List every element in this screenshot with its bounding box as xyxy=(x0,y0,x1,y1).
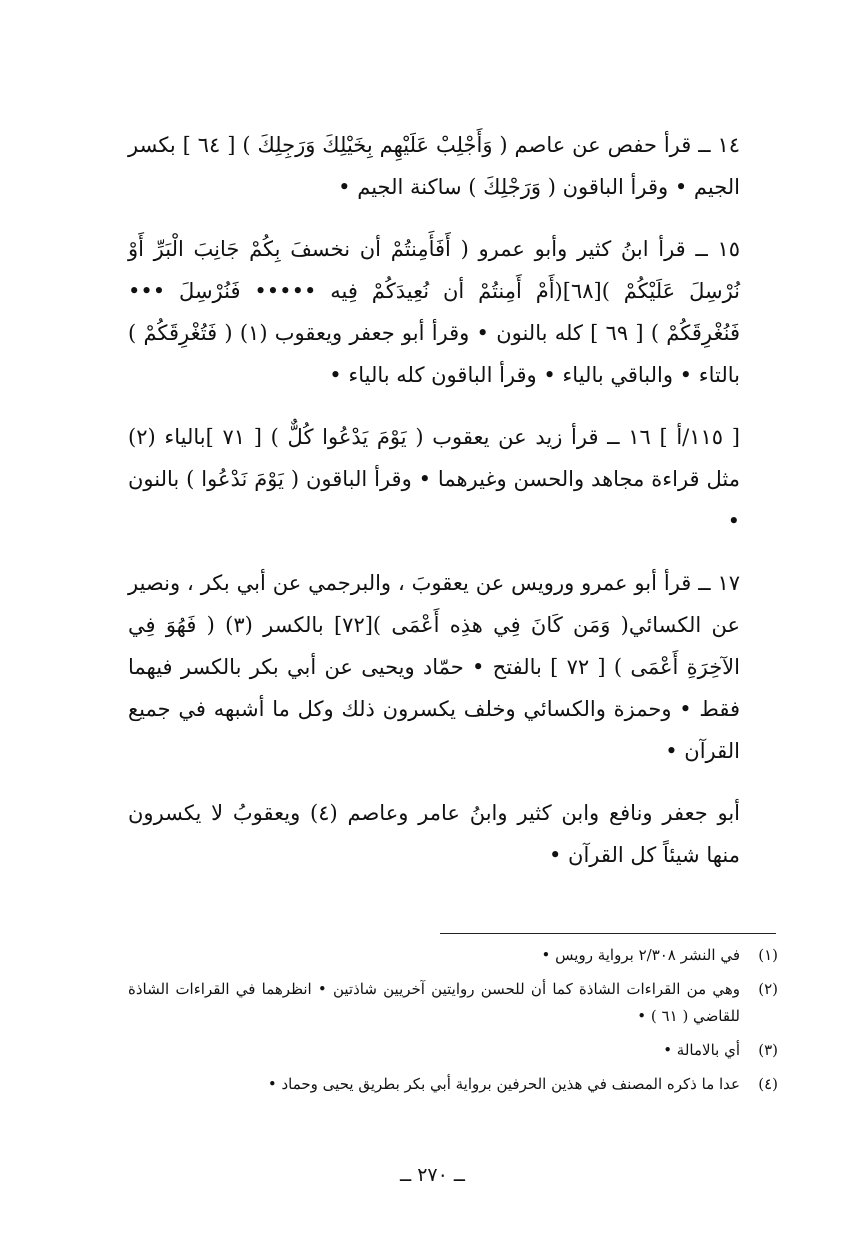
footnote-divider xyxy=(440,933,776,934)
footnote xyxy=(128,1037,778,1064)
footnote-number: (٣) xyxy=(758,1041,778,1059)
footnote-text: عدا ما ذكره المصنف في هذين الحرفين برواية أبي بكر بطريق يحيى وحماد • xyxy=(267,1075,740,1093)
paragraph-17: ١٧ ــ قرأ أبو عمرو ورويس عن يعقوبَ ، والبرجمي عن أبي بكر ، ونصير عن الكسائي( وَمَن كَانَ فِي هذِه أَعْمَى )[٧٢] بالكسر (٣) ( فَهُوَ فِي الآخِرَةِ أَعْمَى ) [ ٧٢ ] بالفتح • حمّاد ويحيى عن أبي بكر بالكسر فيهما فقط • وحمزة والكسائي وخلف يكسرون ذلك وكل ما أشبهه في جميع القرآن • xyxy=(128,571,740,763)
main-text xyxy=(128,124,740,896)
footnote xyxy=(128,1071,778,1098)
footnote-text: في النشر ٢/٣٠٨ برواية رويس • xyxy=(541,946,740,964)
paragraph-15: ١٥ ــ قرأ ابنُ كثير وأبو عمرو ( أَفَأَمِنتُمْ أن نخسفَ بِكُمْ جَانِبَ الْبَرِّ أَوْ نُرْسِلَ عَلَيْكُمْ )[٦٨](أَمْ أَمِنتُمْ أن نُعِيدَكُمْ فِيه ••••• فَنُرْسِلَ ••• فَنُغْرِقَكُمْ ) [ ٦٩ ] كله بالنون • وقرأ أبو جعفر ويعقوب (١) ( فَتُغْرِقَكُمْ ) بالتاء • والباقي بالياء • وقرأ الباقون كله بالياء • xyxy=(128,237,741,387)
footnotes xyxy=(128,942,778,1105)
paragraph-17-continuation: أبو جعفر ونافع وابن كثير وابنُ عامر وعاصم (٤) ويعقوبُ لا يكسرون منها شيئاً كل القرآن • xyxy=(128,801,740,867)
footnote-text: وهي من القراءات الشاذة كما أن للحسن روايتين آخريين شاذتين • انظرهما في القراءات الشاذة للقاضي ( ٦١ ) • xyxy=(128,980,740,1025)
footnote-number: (١) xyxy=(758,946,778,964)
paragraph-14: ١٤ ــ قرأ حفص عن عاصم ( وَأَجْلِبْ عَلَيْهِم بِخَيْلِكَ وَرَجِلِكَ ) [ ٦٤ ] بكسر الجيم • وقرأ الباقون ( وَرَجْلِكَ ) ساكنة الجيم • xyxy=(128,133,740,199)
footnote xyxy=(128,942,778,969)
footnote-number: (٢) xyxy=(758,980,778,998)
footnote xyxy=(128,976,778,1030)
paragraph-16: [ ١١٥/أ ] ١٦ ــ قرأ زيد عن يعقوب ( يَوْمَ يَدْعُوا كُلٌّ ) [ ٧١ ]بالياء (٢) مثل قراءة مجاهد والحسن وغيرهما • وقرأ الباقون ( يَوْمَ نَدْعُوا ) بالنون • xyxy=(128,425,740,533)
footnote-number: (٤) xyxy=(758,1075,778,1093)
page-number: ــ ٢٧٠ ــ xyxy=(400,1164,465,1186)
footnote-text: أي بالامالة • xyxy=(663,1041,740,1059)
